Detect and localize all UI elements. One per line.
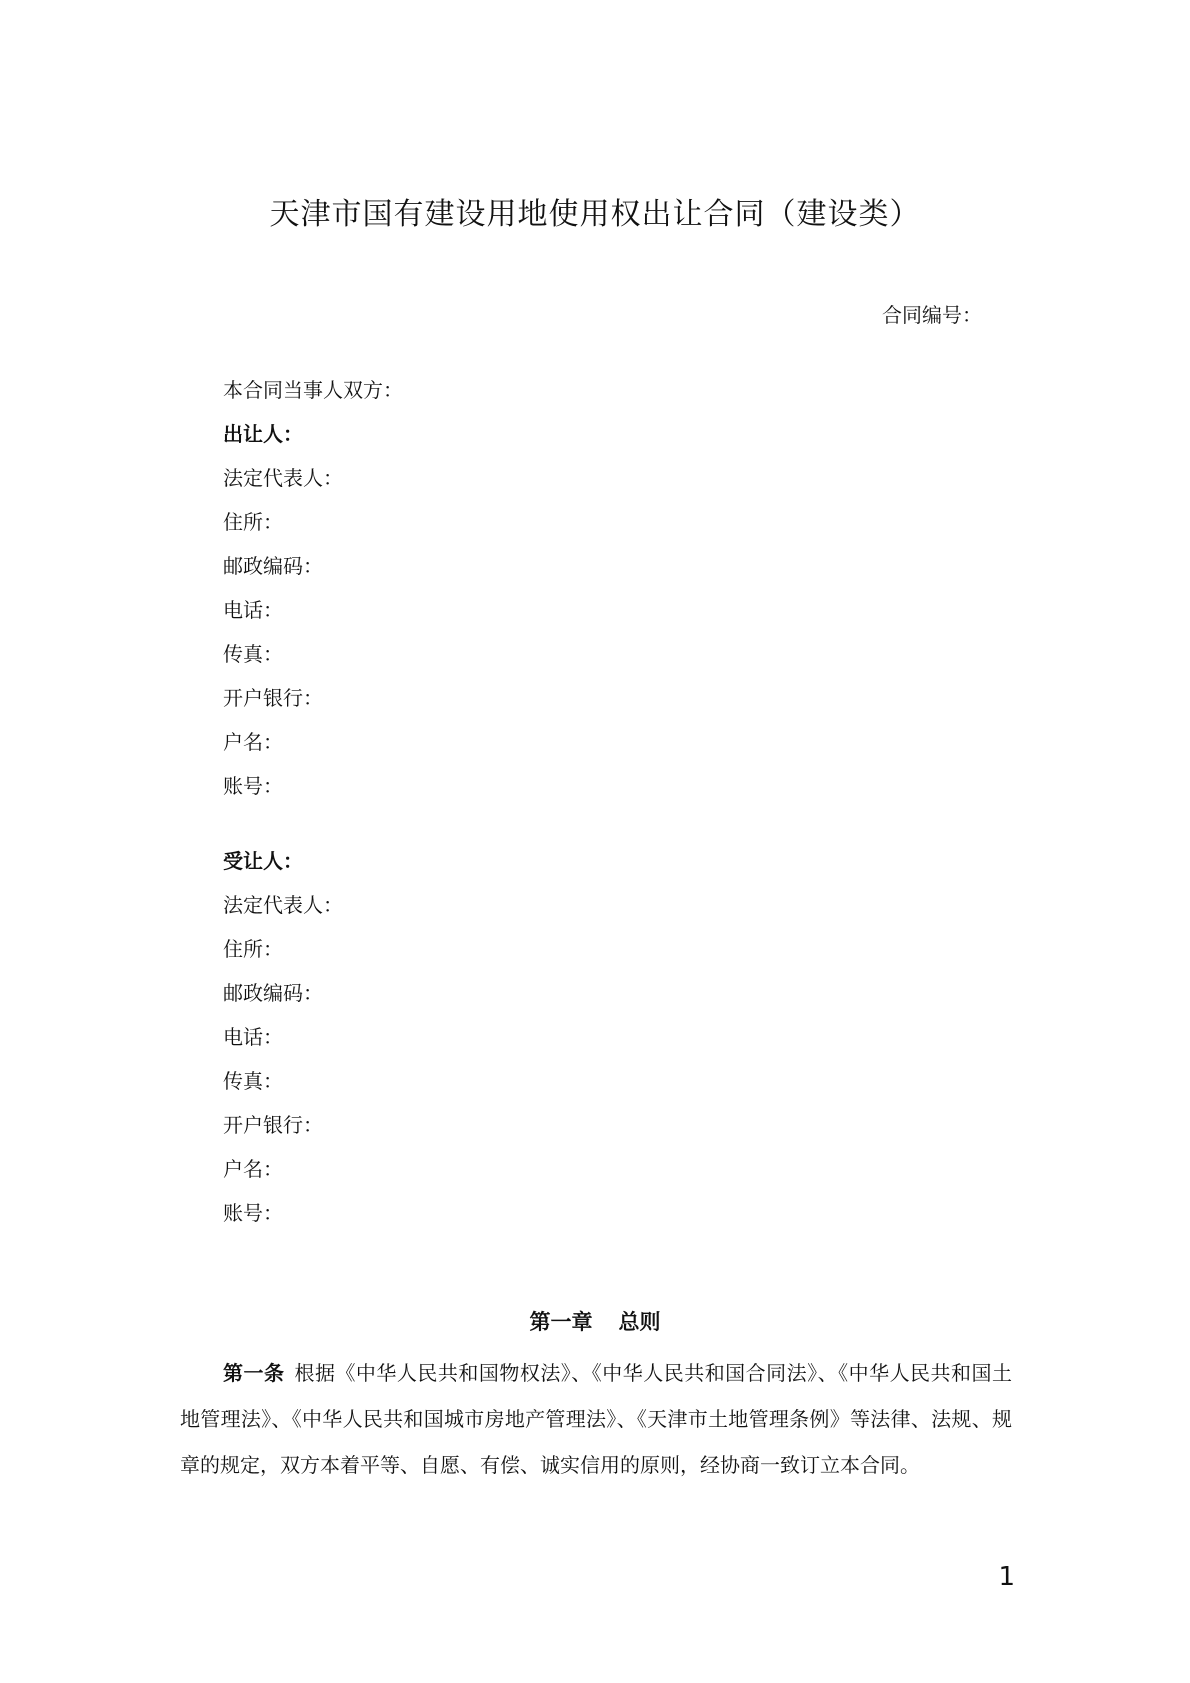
grantor-field-legal-rep: 法定代表人： <box>223 466 343 490</box>
chapter-heading <box>0 1307 1190 1337</box>
grantee-field-fax: 传真： <box>223 1069 283 1093</box>
document-title: 天津市国有建设用地使用权出让合同（建设类） <box>269 197 921 232</box>
article-1-paragraph <box>180 1350 1012 1488</box>
chapter-name: 总则 <box>618 1310 661 1334</box>
grantee-field-account-name: 户名： <box>223 1157 283 1181</box>
grantor-field-phone: 电话： <box>223 598 283 622</box>
grantor-field-account-name: 户名： <box>223 730 283 754</box>
grantee-field-phone: 电话： <box>223 1025 283 1049</box>
grantor-heading: 出让人： <box>223 422 303 446</box>
grantee-field-postcode: 邮政编码： <box>223 981 323 1005</box>
grantee-field-account-no: 账号： <box>223 1201 283 1225</box>
grantee-field-address: 住所： <box>223 937 283 961</box>
article-1-lead: 第一条 <box>223 1361 285 1385</box>
grantor-field-postcode: 邮政编码： <box>223 554 323 578</box>
grantor-field-bank: 开户银行： <box>223 686 323 710</box>
page-number: 1 <box>998 1562 1015 1592</box>
grantor-field-fax: 传真： <box>223 642 283 666</box>
grantee-heading: 受让人： <box>223 849 303 873</box>
grantor-field-address: 住所： <box>223 510 283 534</box>
grantor-field-account-no: 账号： <box>223 774 283 798</box>
grantee-field-bank: 开户银行： <box>223 1113 323 1137</box>
contract-number-label: 合同编号： <box>882 303 982 327</box>
parties-intro: 本合同当事人双方： <box>223 378 403 402</box>
chapter-number: 第一章 <box>529 1310 593 1334</box>
article-1-text: 根据《中华人民共和国物权法》、《中华人民共和国合同法》、《中华人民共和国土地管理法》、《中华人民共和国城市房地产管理法》、《天津市土地管理条例》等法律、法规、规章的规定，双方本着平等、自愿、有偿、诚实信用的原则，经协商一致订立本合同。 <box>180 1361 1013 1477</box>
grantee-field-legal-rep: 法定代表人： <box>223 893 343 917</box>
